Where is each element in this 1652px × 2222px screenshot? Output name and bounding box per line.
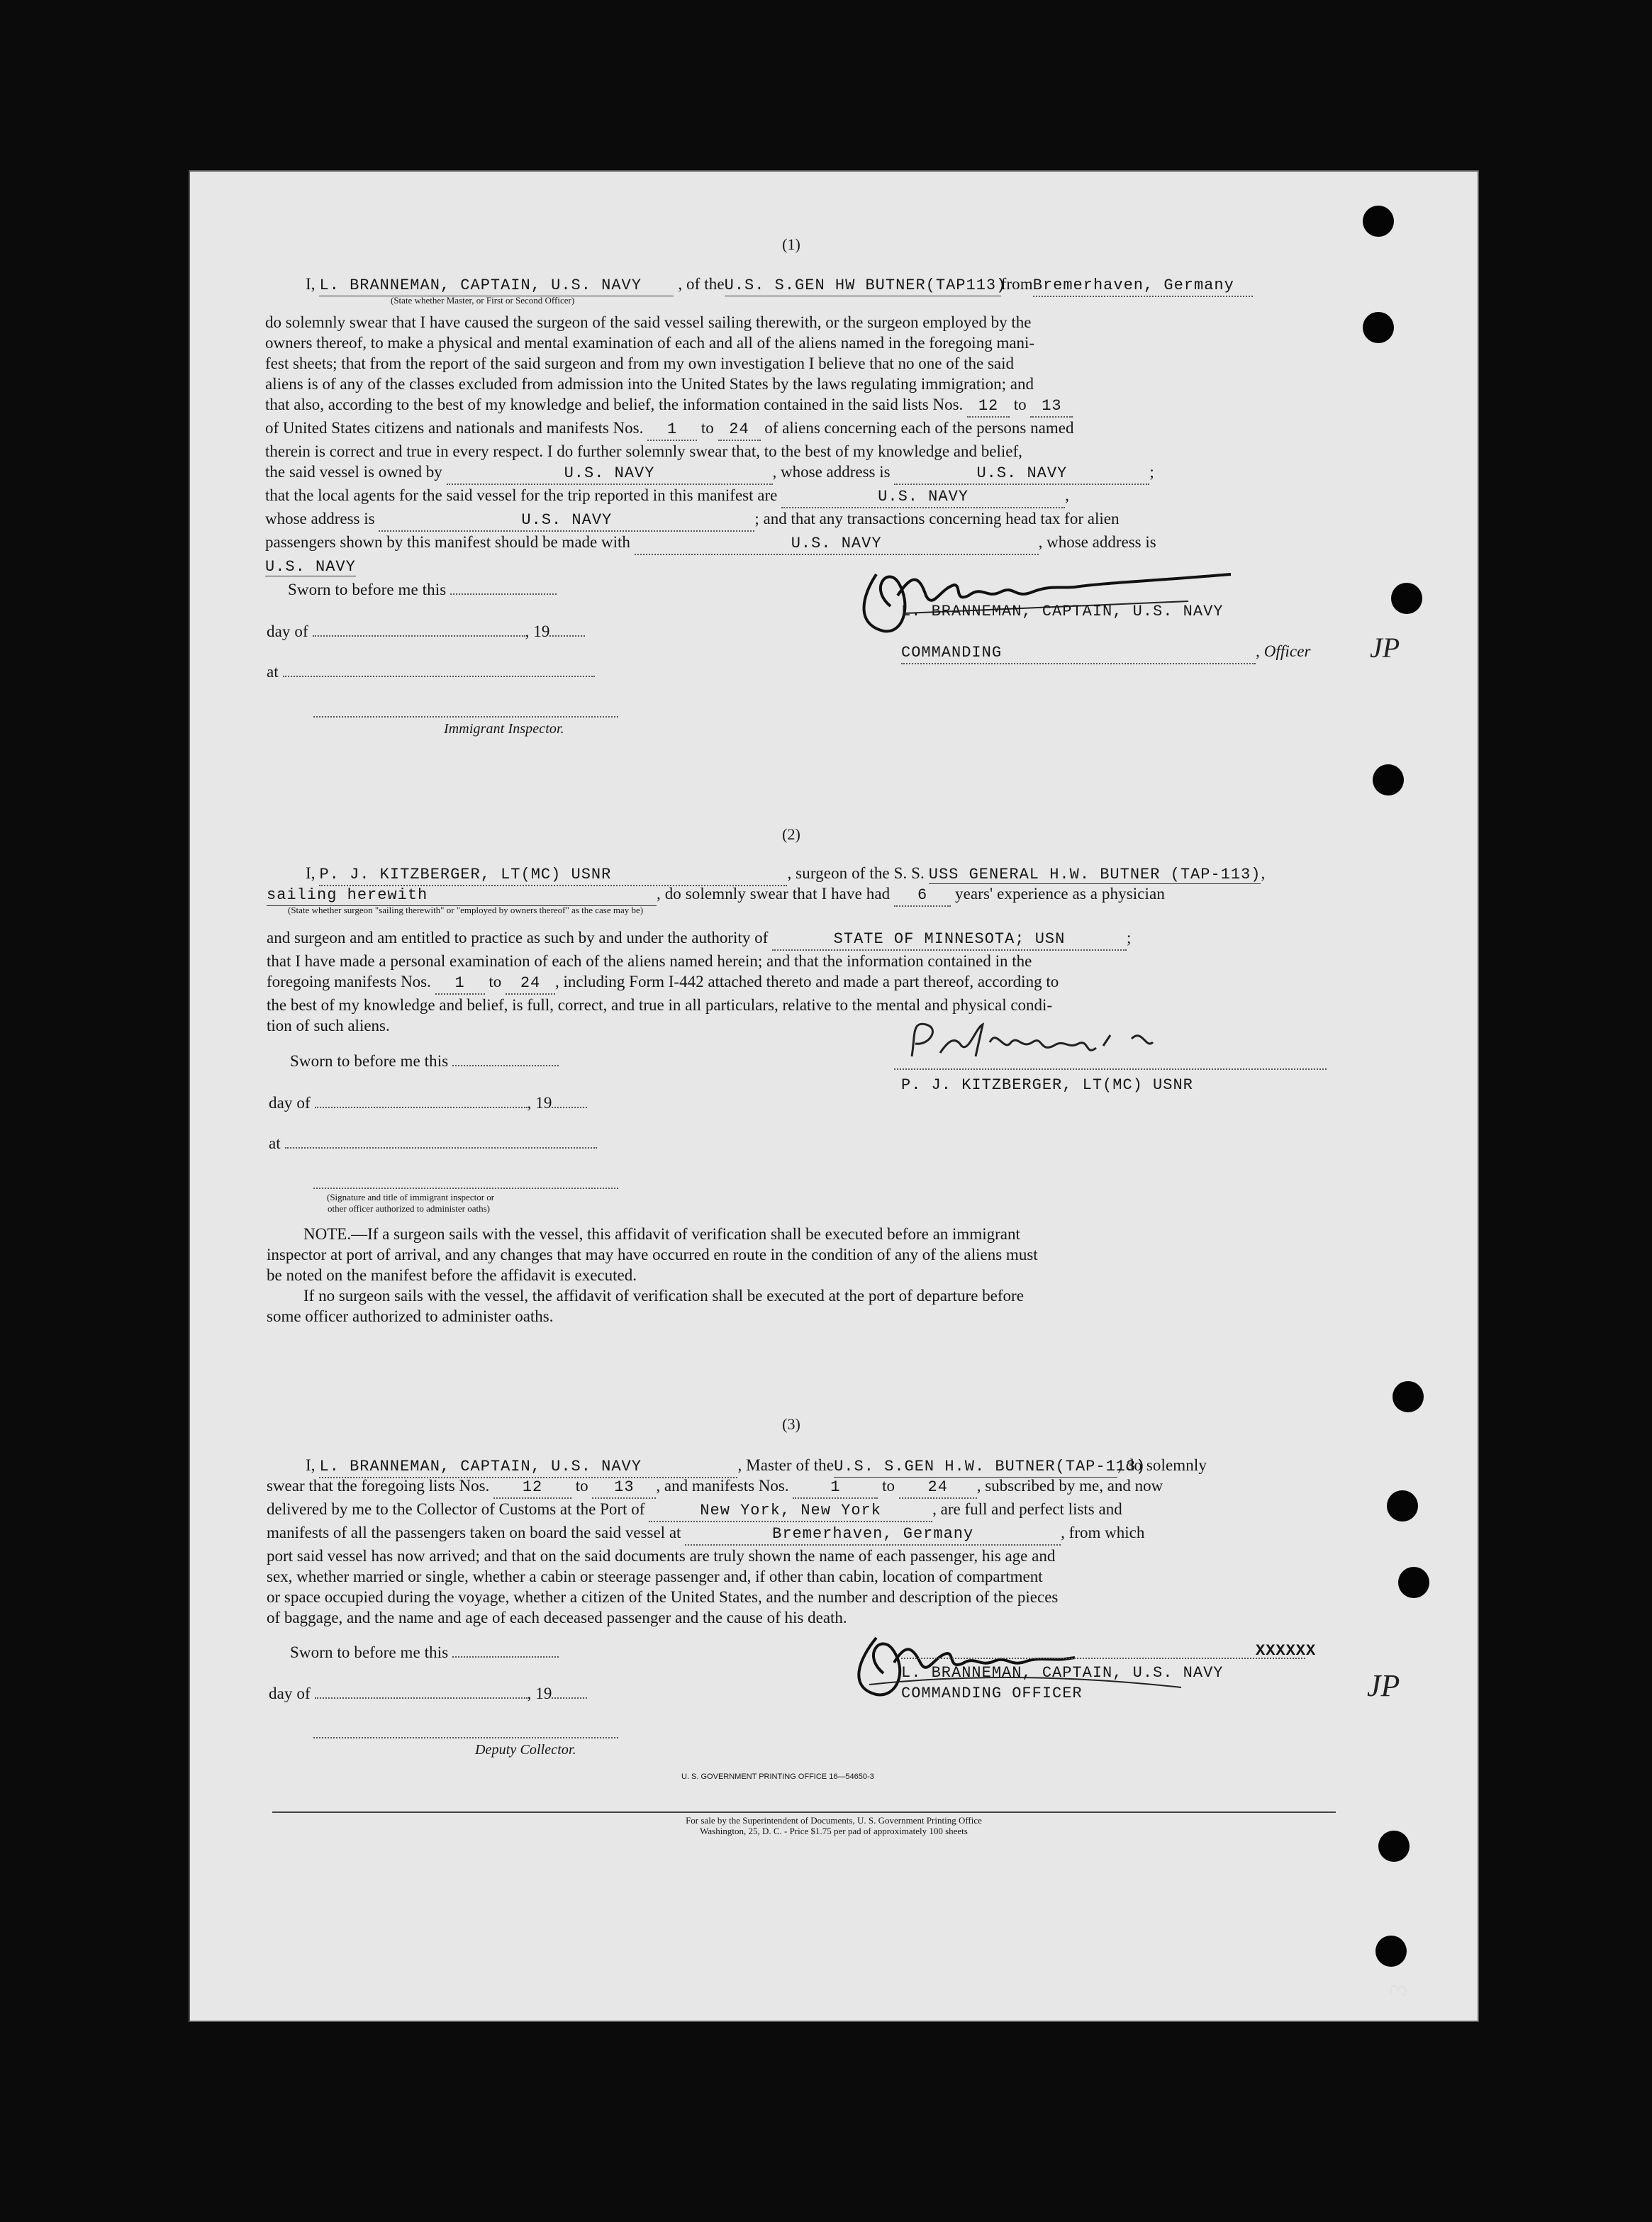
punch-hole <box>1363 312 1394 343</box>
gpo-line: U. S. GOVERNMENT PRINTING OFFICE 16—54650-3 <box>681 1772 874 1781</box>
surgeon-ship-field: USS GENERAL H.W. BUTNER (TAP-113) <box>928 866 1261 883</box>
agents-field: U.S. NAVY <box>781 486 1065 508</box>
years-field: 6 <box>894 885 951 907</box>
stamp-overprint: XXXXXX <box>1256 1642 1317 1660</box>
at-1: at <box>267 661 595 682</box>
day-of-1: day of , 19 <box>267 621 585 642</box>
signer-3-title: COMMANDING OFFICER <box>901 1685 1083 1702</box>
section-1-line-1: I, L. BRANNEMAN, CAPTAIN, U.S. NAVY , of theU.S. S.GEN HW BUTNER(TAP113)fromBremerhaven, Germany <box>306 274 1253 297</box>
sale-line-2: Washington, 25, D. C. - Price $1.75 per pad of approximately 100 sheets <box>700 1826 968 1836</box>
punch-hole <box>1375 1936 1407 1967</box>
sailing-caption: (State whether surgeon "sailing therewith" or "employed by owners thereof" as the case may be) <box>288 905 644 915</box>
ship-name-field: U.S. S.GEN HW BUTNER(TAP113) <box>725 275 1001 296</box>
arrival-port-field: New York, New York <box>649 1500 932 1522</box>
s3-ship-name: U.S. S.GEN H.W. BUTNER(TAP-113) <box>834 1456 1117 1478</box>
lists-to-field: 13 <box>1030 396 1073 418</box>
footer-rule <box>272 1811 1336 1813</box>
punch-hole <box>1363 206 1394 237</box>
day-of-3: day of , 19 <box>269 1683 587 1704</box>
s2-manifests-from: 1 <box>435 973 485 995</box>
margin-initials-2: JP <box>1367 1668 1400 1703</box>
section-1-body: do solemnly swear that I have caused the surgeon of the said vessel sailing therewith, or the surgeon employed by the owners thereof, to make a physical and mental examination of each and all of the aliens named in the foregoing mani- fest sheets; that from the report of the said surgeon and from my own investigation I believe that no one of the said aliens is of any of the classes excluded from admission into the United States by the laws regulating immigration; and that also, according to the best of my knowledge and belief, the information contained in the said lists Nos. 12 to 13 of United States citizens and nationals and manifests Nos. 1 to 24 of aliens concerning each of the persons named therein is correct and true in every respect. I do further solemnly swear that, to the best of my knowledge and belief, the said vessel is owned by U.S. NAVY , whose address is U.S. NAVY ; that the local agents for the said vessel for the trip reported in this manifest are U.S. NAVY , whose address is U.S. NAVY ; and that any transactions concerning head tax for alien passengers shown by this manifest should be made with U.S. NAVY , whose address is U.S. NAVY <box>265 313 1156 576</box>
section-2-body: and surgeon and am entitled to practice as such by and under the authority of STATE OF MINNESOTA; USN ; that I have made a personal examination of each of the aliens named herein; and that the information contained in the foregoing manifests Nos. 1 to 24 , including Form I-442 attached thereto and made a part thereof, according to the best of my knowledge and belief, is full, correct, and true in all particulars, relative to the mental and physical condi- tion of such aliens. <box>267 929 1132 1034</box>
punch-hole <box>1378 1831 1410 1862</box>
inspector-caption-2: other officer authorized to administer oaths) <box>328 1203 490 1214</box>
headtax-field: U.S. NAVY <box>635 533 1039 555</box>
owner-address-field: U.S. NAVY <box>894 463 1149 485</box>
master-name-field: L. BRANNEMAN, CAPTAIN, U.S. NAVY <box>319 275 674 296</box>
punch-hole <box>1387 1490 1418 1522</box>
manifest-page <box>189 170 1479 2022</box>
agents-address-field: U.S. NAVY <box>379 510 754 532</box>
signer-3: L. BRANNEMAN, CAPTAIN, U.S. NAVY <box>901 1664 1224 1682</box>
departure-port-field: Bremerhaven, Germany <box>1033 275 1253 297</box>
punch-hole <box>1393 1381 1424 1412</box>
at-2: at <box>269 1133 597 1154</box>
branneman-signature-1 <box>848 546 1245 638</box>
page-mark: 3 <box>1385 1982 1413 1999</box>
authority-field: STATE OF MINNESOTA; USN <box>772 929 1127 951</box>
headtax-address-field: U.S. NAVY <box>265 558 356 576</box>
s2-manifests-to: 24 <box>506 973 555 995</box>
punch-hole <box>1373 764 1404 795</box>
section-1-number: (1) <box>782 235 800 253</box>
section-2-number: (2) <box>782 825 800 843</box>
manifests-to-field: 24 <box>718 419 761 441</box>
margin-initials-1: JP <box>1370 632 1400 664</box>
inspector-caption-1: (Signature and title of immigrant inspector or <box>327 1192 495 1202</box>
lists-from-field: 12 <box>967 396 1010 418</box>
sailing-field: sailing herewith <box>267 885 657 906</box>
punch-hole <box>1391 583 1422 614</box>
section-3-line-1: I, L. BRANNEMAN, CAPTAIN, U.S. NAVY , Master of theU.S. S.GEN H.W. BUTNER(TAP-113), do solemnly <box>306 1455 1207 1478</box>
officer-line: COMMANDING , Officer <box>901 641 1311 664</box>
section-3-body: swear that the foregoing lists Nos. 12 to 13 , and manifests Nos. 1 to 24 , subscribed by me, and now delivered by me to the Collector of Customs at the Port of New York, New York , are full and perfect lists and manifests of all the passengers taken on board the said vessel at Bremerhaven, Germany , from which port said vessel has now arrived; and that on the said documents are truly shown the name of each passenger, his age and sex, whether married or single, whether a cabin or steerage passenger and, if other than cabin, location of compartment or space occupied during the voyage, whether a citizen of the United States, and the number and description of the pieces of baggage, and the name and age of each deceased passenger and the cause of his death. <box>267 1477 1163 1626</box>
sale-line-1: For sale by the Superintendent of Documents, U. S. Government Printing Office <box>686 1815 982 1826</box>
signer-2: P. J. KITZBERGER, LT(MC) USNR <box>901 1076 1193 1094</box>
punch-hole <box>1398 1567 1429 1598</box>
officer-title-field: COMMANDING <box>901 642 1256 664</box>
deputy-collector-label: Deputy Collector. <box>475 1742 576 1758</box>
section-2-line-1: I, P. J. KITZBERGER, LT(MC) USNR , surgeon of the S. S. USS GENERAL H.W. BUTNER (TAP-113), <box>306 863 1265 886</box>
sworn-3: Sworn to before me this <box>290 1642 559 1663</box>
section-3-number: (3) <box>782 1415 800 1433</box>
manifests-from-field: 1 <box>647 419 697 441</box>
kitzberger-signature <box>898 1014 1210 1071</box>
s3-lists-to: 13 <box>592 1477 656 1499</box>
s3-manifests-to: 24 <box>899 1477 977 1499</box>
note-block: NOTE.—If a surgeon sails with the vessel, this affidavit of verification shall be executed before an immigrant inspector at port of arrival, and any changes that may have occurred en route in the condition of any of the aliens must be noted on the manifest before the affidavit is executed. If no surgeon sails with the vessel, the affidavit of verification shall be executed at the port of departure before some officer authorized to administer oaths. <box>267 1225 1038 1325</box>
s3-lists-from: 12 <box>493 1477 571 1499</box>
s3-departure-port: Bremerhaven, Germany <box>685 1524 1061 1546</box>
owner-field: U.S. NAVY <box>447 463 773 485</box>
master-caption: (State whether Master, or First or Second Officer) <box>391 295 575 306</box>
sworn-1: Sworn to before me this <box>288 579 557 600</box>
day-of-2: day of , 19 <box>269 1093 587 1113</box>
note-label: NOTE. <box>303 1225 352 1243</box>
s3-master-name: L. BRANNEMAN, CAPTAIN, U.S. NAVY <box>319 1456 737 1478</box>
sworn-2: Sworn to before me this <box>290 1051 559 1071</box>
s3-manifests-from: 1 <box>793 1477 878 1499</box>
section-2-line-2: sailing herewith , do solemnly swear that I have had 6 years' experience as a physician <box>267 883 1165 907</box>
immigrant-inspector-label: Immigrant Inspector. <box>444 721 564 737</box>
surgeon-name-field: P. J. KITZBERGER, LT(MC) USNR <box>319 864 787 886</box>
signer-1: L. BRANNEMAN, CAPTAIN, U.S. NAVY <box>901 603 1224 620</box>
